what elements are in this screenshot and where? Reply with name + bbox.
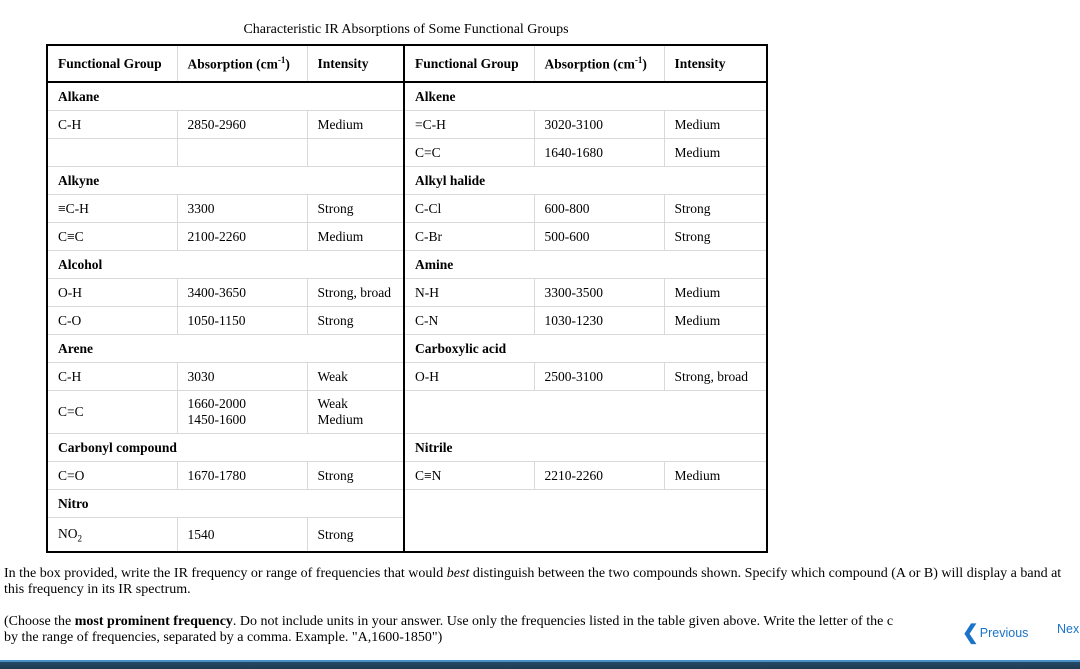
cell: 1540: [177, 518, 307, 553]
cell: 1670-1780: [177, 462, 307, 490]
cell: C-O: [47, 307, 177, 335]
cell: 1030-1230: [534, 307, 664, 335]
table-row: [47, 279, 767, 307]
cell: 3030: [177, 363, 307, 391]
table-row: [47, 307, 767, 335]
cell: Medium: [664, 279, 767, 307]
cell: 3300: [177, 195, 307, 223]
cell: C-Br: [404, 223, 534, 251]
cell: Strong: [664, 223, 767, 251]
table-row: [47, 139, 767, 167]
group-nitrile: Nitrile: [404, 434, 767, 462]
group-alcohol: Alcohol: [47, 251, 404, 279]
header-intensity: Intensity: [664, 45, 767, 82]
group-row: [47, 167, 767, 195]
header-functional-group: Functional Group: [404, 45, 534, 82]
cell: 500-600: [534, 223, 664, 251]
cell: 2500-3100: [534, 363, 664, 391]
cell: $NO_2$: [47, 518, 177, 553]
table-caption: Characteristic IR Absorptions of Some Functional Groups: [243, 22, 569, 37]
cell: Medium: [664, 462, 767, 490]
group-row: [47, 490, 767, 518]
header-intensity: Intensity: [307, 45, 404, 82]
ir-absorption-table: [46, 44, 768, 553]
cell: Medium: [307, 223, 404, 251]
group-amine: Amine: [404, 251, 767, 279]
group-carboxylic-acid: Carboxylic acid: [404, 335, 767, 363]
cell: C-H: [47, 363, 177, 391]
cell: O-H: [47, 279, 177, 307]
group-row: [47, 251, 767, 279]
previous-button[interactable]: ❮Previous: [962, 622, 1029, 644]
cell: C-Cl: [404, 195, 534, 223]
cell: Medium: [307, 111, 404, 139]
cell: Strong: [307, 195, 404, 223]
cell: Strong, broad: [664, 363, 767, 391]
table-row: [47, 462, 767, 490]
cell: ≡C-H: [47, 195, 177, 223]
cell: 1050-1150: [177, 307, 307, 335]
cell: Medium: [664, 307, 767, 335]
answer-format-note: (Choose the most prominent frequency. Do not include units in your answer. Use only the frequencies listed in the table given above. Write the letter of the c by the range of frequencies, separated by a comma. Example. "A,1600-1850"): [4, 614, 894, 645]
cell: 3300-3500: [534, 279, 664, 307]
cell: O-H: [404, 363, 534, 391]
table-header-row: [47, 45, 767, 82]
table-row: [47, 391, 767, 434]
cell: Medium: [664, 111, 767, 139]
cell: 1640-1680: [534, 139, 664, 167]
cell: [177, 139, 307, 167]
cell: C≡N: [404, 462, 534, 490]
cell: C-N: [404, 307, 534, 335]
cell: 1660-2000 1450-1600: [177, 391, 307, 434]
cell: Weak: [307, 363, 404, 391]
group-nitro: Nitro: [47, 490, 404, 518]
group-alkane: Alkane: [47, 82, 404, 111]
header-absorption: Absorption $(cm^{-1})$: [534, 45, 664, 82]
cell: C=C: [47, 391, 177, 434]
cell: [47, 139, 177, 167]
cell: C=O: [47, 462, 177, 490]
cell: Strong: [307, 307, 404, 335]
cell: =C-H: [404, 111, 534, 139]
group-arene: Arene: [47, 335, 404, 363]
cell: 2100-2260: [177, 223, 307, 251]
cell: Strong, broad: [307, 279, 404, 307]
cell: C=C: [404, 139, 534, 167]
chevron-left-icon: ❮: [962, 622, 979, 644]
cell: [307, 139, 404, 167]
cell: N-H: [404, 279, 534, 307]
header-functional-group: Functional Group: [47, 45, 177, 82]
cell: Strong: [307, 462, 404, 490]
footer-bar: [0, 660, 1080, 669]
cell: 2850-2960: [177, 111, 307, 139]
cell: 3400-3650: [177, 279, 307, 307]
cell: Medium: [664, 139, 767, 167]
table-row: [47, 223, 767, 251]
cell: C≡C: [47, 223, 177, 251]
cell: [404, 391, 767, 434]
group-row: [47, 335, 767, 363]
group-carbonyl: Carbonyl compound: [47, 434, 404, 462]
cell: 2210-2260: [534, 462, 664, 490]
cell: [404, 490, 767, 553]
next-button[interactable]: Nex: [1057, 622, 1080, 636]
table-row: [47, 363, 767, 391]
group-alkyne: Alkyne: [47, 167, 404, 195]
header-absorption: Absorption $(cm^{-1})$: [177, 45, 307, 82]
table-row: [47, 111, 767, 139]
cell: C-H: [47, 111, 177, 139]
cell: 3020-3100: [534, 111, 664, 139]
group-row: [47, 434, 767, 462]
group-alkene: Alkene: [404, 82, 767, 111]
group-alkyl-halide: Alkyl halide: [404, 167, 767, 195]
instruction-paragraph: In the box provided, write the IR frequency or range of frequencies that would best distinguish between the two compounds shown. Specify which compound (A or B) will display a band at this frequency in its IR spectrum.: [4, 566, 1062, 597]
cell: Strong: [664, 195, 767, 223]
cell: 600-800: [534, 195, 664, 223]
table-row: [47, 195, 767, 223]
cell: Weak Medium: [307, 391, 404, 434]
cell: Strong: [307, 518, 404, 553]
group-row: [47, 82, 767, 111]
